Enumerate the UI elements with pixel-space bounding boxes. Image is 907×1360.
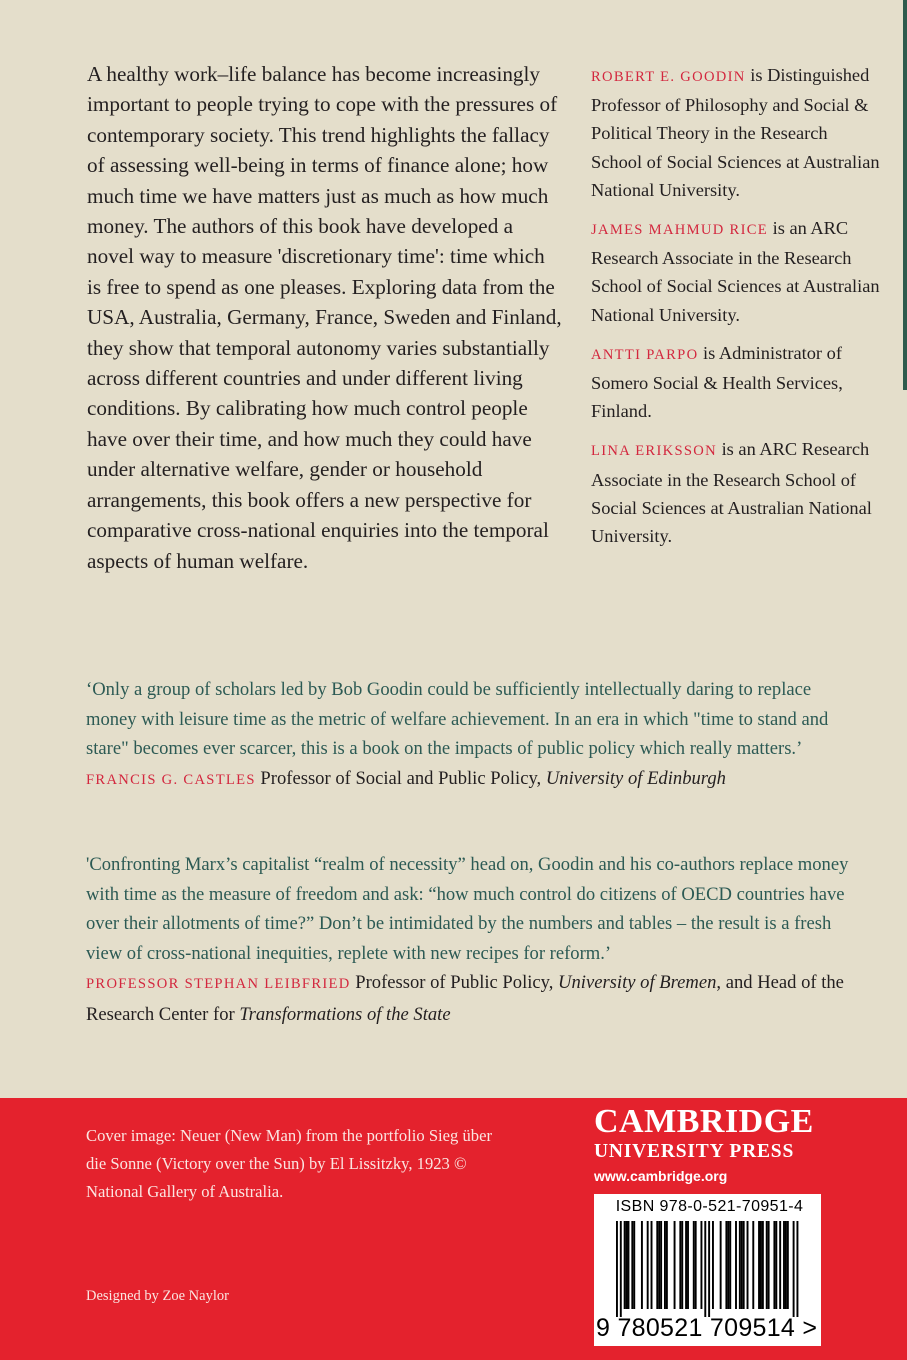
- quote-institution-2: Transformations of the State: [239, 1003, 451, 1025]
- barcode-digits: 9 780521 709514 >: [596, 1314, 818, 1342]
- quote-author: PROFESSOR STEPHAN LEIBFRIED: [86, 976, 351, 992]
- barcode-bar: [616, 1221, 618, 1317]
- quote-attribution: [86, 968, 861, 1029]
- barcode-bar: [656, 1221, 658, 1309]
- barcode-bar: [743, 1221, 745, 1309]
- barcode-bar: [762, 1221, 764, 1309]
- author-name: LINA ERIKSSON: [591, 443, 717, 460]
- barcode-bar: [787, 1221, 789, 1309]
- barcode-bar: [658, 1221, 660, 1309]
- publisher-url: www.cambridge.org: [594, 1168, 728, 1184]
- barcode-bar: [773, 1221, 775, 1309]
- barcode-bar: [628, 1221, 630, 1309]
- endorsement-quote: [86, 675, 861, 795]
- barcode-bar: [783, 1221, 785, 1309]
- barcode-bar: [681, 1221, 683, 1309]
- barcode-bar: [752, 1221, 754, 1309]
- barcode-bar: [793, 1221, 795, 1317]
- barcode-bar: [766, 1221, 768, 1309]
- barcode-bar: [693, 1221, 695, 1309]
- endorsement-quote: [86, 850, 861, 1029]
- barcode-bars: [594, 1221, 821, 1317]
- barcode-bar: [624, 1221, 626, 1309]
- barcode-bar: [760, 1221, 762, 1309]
- isbn-barcode: [594, 1194, 821, 1346]
- quote-attribution: [86, 764, 861, 796]
- cover-image-credit: Cover image: Neuer (New Man) from the portfolio Sieg über die Sonne (Victory over the Sun) by El Lissitzky, 1923 © National Gallery of Australia.: [86, 1126, 492, 1201]
- quote-text: ‘Only a group of scholars led by Bob Goodin could be sufficiently intellectually daring to replace money with leisure time as the metric of welfare achievement. In an era in which "time to stand and stare" becomes ever scarcer, this is a book on the impacts of public policy which really matters.’: [86, 679, 829, 759]
- quote-text: 'Confronting Marx’s capitalist “realm of necessity” head on, Goodin and his co-authors replace money with time as the measure of freedom and ask: “how much control do citizens of OECD countries have over their allotments of time?” Don’t be intimidated by the numbers and tables – the result is a fresh view of cross-national inequities, replete with new recipes for reform.’: [86, 854, 849, 964]
- barcode-bar: [687, 1221, 689, 1309]
- barcode-bar: [679, 1221, 681, 1309]
- quote-author: FRANCIS G. CASTLES: [86, 771, 256, 788]
- barcode-bar: [712, 1221, 714, 1309]
- author-name: ANTTI PARPO: [591, 346, 699, 363]
- author-bio: [591, 339, 881, 426]
- barcode-bar: [785, 1221, 787, 1309]
- author-bio-text: is an ARC Research Associate in the Research School of Social Sciences at Australian National University.: [591, 218, 880, 325]
- barcode-bar: [664, 1221, 666, 1309]
- author-bio: [591, 435, 881, 550]
- quote-institution: University of Bremen: [558, 972, 717, 993]
- isbn-label: ISBN 978-0-521-70951-4: [615, 1198, 804, 1215]
- barcode-bar: [768, 1221, 770, 1309]
- barcode-bar: [796, 1221, 798, 1317]
- barcode-bar: [651, 1221, 653, 1309]
- quote-role: Professor of Public Policy,: [350, 972, 559, 993]
- barcode-bar: [704, 1221, 706, 1317]
- barcode-bar: [779, 1221, 781, 1309]
- barcode-bar: [775, 1221, 777, 1309]
- barcode-bar: [626, 1221, 628, 1309]
- barcode-bar: [666, 1221, 668, 1309]
- barcode-bar: [708, 1221, 710, 1317]
- barcode-bar: [758, 1221, 760, 1309]
- barcode-bar: [700, 1221, 702, 1309]
- book-blurb: A healthy work–life balance has become increasingly important to people trying to cope with the pressures of contemporary society. This trend highlights the fallacy of assessing well-being in terms of finance alone; how much time we have matters just as much as how much money. The authors of this book have developed a novel way to measure 'discretionary time': time which is free to spend as one pleases. Exploring data from the USA, Australia, Germany, France, Sweden and Finland, they show that temporal autonomy varies substantially across different countries and under different living conditions. By calibrating how much control people have over their time, and how much they could have under alternative welfare, gender or household arrangements, this book offers a new perspective for comparative cross-national enquiries into the temporal aspects of human welfare.: [87, 62, 562, 573]
- barcode-bar: [729, 1221, 731, 1309]
- author-bios: [591, 61, 881, 560]
- barcode-bar: [685, 1221, 687, 1309]
- author-name: JAMES MAHMUD RICE: [591, 222, 768, 239]
- barcode-bar: [695, 1221, 697, 1309]
- barcode-bar: [641, 1221, 643, 1309]
- barcode-bar: [631, 1221, 633, 1309]
- quote-institution: University of Edinburgh: [545, 767, 726, 789]
- quote-role: Professor of Social and Public Policy,: [255, 767, 546, 789]
- barcode-bar: [720, 1221, 722, 1309]
- publisher-logo: [594, 1103, 814, 1189]
- author-bio: [591, 61, 881, 204]
- publisher-subtitle: UNIVERSITY PRESS: [594, 1141, 795, 1162]
- author-name: ROBERT E. GOODIN: [591, 69, 746, 85]
- author-bio-text: is Distinguished Professor of Philosophy and Social & Political Theory in the Research School of Social Sciences at Australian National University.: [591, 65, 880, 200]
- quote-role-continued: , and Head of the Research Center for: [86, 972, 844, 1025]
- barcode-bar: [727, 1221, 729, 1309]
- barcode-bar: [735, 1221, 737, 1309]
- spine-edge: [903, 0, 907, 390]
- barcode-bar: [633, 1221, 635, 1309]
- publisher-name: CAMBRIDGE: [594, 1103, 814, 1140]
- barcode-bar: [741, 1221, 743, 1309]
- designer-credit: Designed by Zoe Naylor: [86, 1288, 229, 1304]
- author-bio-text: is an ARC Research Associate in the Research School of Social Sciences at Australian National University.: [591, 439, 872, 547]
- barcode-bar: [660, 1221, 662, 1309]
- barcode-bar: [739, 1221, 741, 1309]
- barcode-bar: [674, 1221, 676, 1309]
- author-bio: [591, 214, 881, 329]
- barcode-bar: [725, 1221, 727, 1309]
- author-bio-text: is Administrator of Somero Social & Health Services, Finland.: [591, 342, 843, 422]
- barcode-bar: [647, 1221, 649, 1309]
- barcode-bar: [747, 1221, 749, 1309]
- barcode-bar: [620, 1221, 622, 1317]
